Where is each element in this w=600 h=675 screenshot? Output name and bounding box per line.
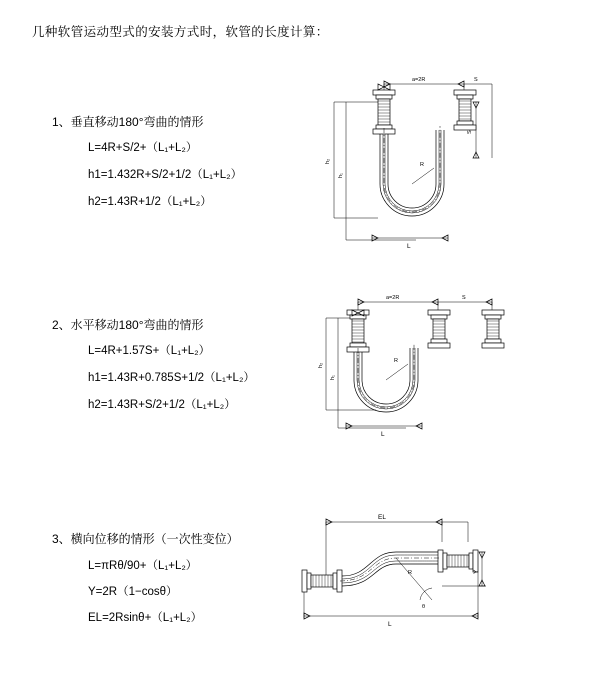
- svg-text:R: R: [408, 570, 412, 576]
- section-2-formula-2: h1=1.43R+0.785S+1/2（L₁+L₂）: [88, 372, 255, 384]
- svg-text:h₁: h₁: [330, 375, 336, 380]
- section-3-formula-2: Y=2R（1−cosθ）: [88, 586, 178, 598]
- section-2-formula-1: L=4R+1.57S+（L₁+L₂）: [88, 345, 211, 357]
- svg-text:R: R: [420, 162, 424, 168]
- section-1-formula-3: h2=1.43R+1/2（L₁+L₂）: [88, 196, 212, 208]
- section-3-formula-3: EL=2Rsinθ+（L₁+L₂）: [88, 612, 203, 624]
- section-1-heading: 1、垂直移动180°弯曲的情形: [52, 115, 204, 129]
- section-2-formula-3: h2=1.43R+S/2+1/2（L₁+L₂）: [88, 399, 236, 411]
- svg-text:S: S: [462, 295, 466, 301]
- svg-text:h₂: h₂: [318, 362, 324, 368]
- svg-text:L: L: [407, 243, 411, 250]
- svg-text:h₁: h₁: [338, 173, 344, 178]
- svg-text:θ: θ: [422, 604, 426, 610]
- svg-text:S: S: [474, 77, 478, 83]
- svg-text:h₂: h₂: [325, 158, 331, 164]
- section-1-formula-2: h1=1.432R+S/2+1/2（L₁+L₂）: [88, 169, 243, 181]
- horizontal-180-bend-diagram: [316, 288, 506, 448]
- lateral-offset-diagram: [292, 508, 492, 633]
- svg-text:S: S: [467, 130, 473, 134]
- svg-text:EL: EL: [378, 514, 386, 521]
- svg-text:Y: Y: [473, 569, 480, 574]
- vertical-180-bend-diagram: [316, 68, 506, 263]
- section-3-heading: 3、横向位移的情形（一次性变位）: [52, 532, 239, 546]
- page-title: 几种软管运动型式的安装方式时，软管的长度计算：: [32, 25, 329, 39]
- section-3-formula-1: L=πRθ/90+（L₁+L₂）: [88, 560, 198, 572]
- svg-text:R: R: [394, 358, 398, 364]
- svg-text:a=2R: a=2R: [386, 295, 400, 301]
- svg-text:a=2R: a=2R: [412, 77, 426, 83]
- section-1-formula-1: L=4R+S/2+（L₁+L₂）: [88, 142, 198, 154]
- section-2-heading: 2、水平移动180°弯曲的情形: [52, 318, 204, 332]
- svg-text:L: L: [388, 621, 392, 628]
- svg-text:L: L: [381, 431, 385, 438]
